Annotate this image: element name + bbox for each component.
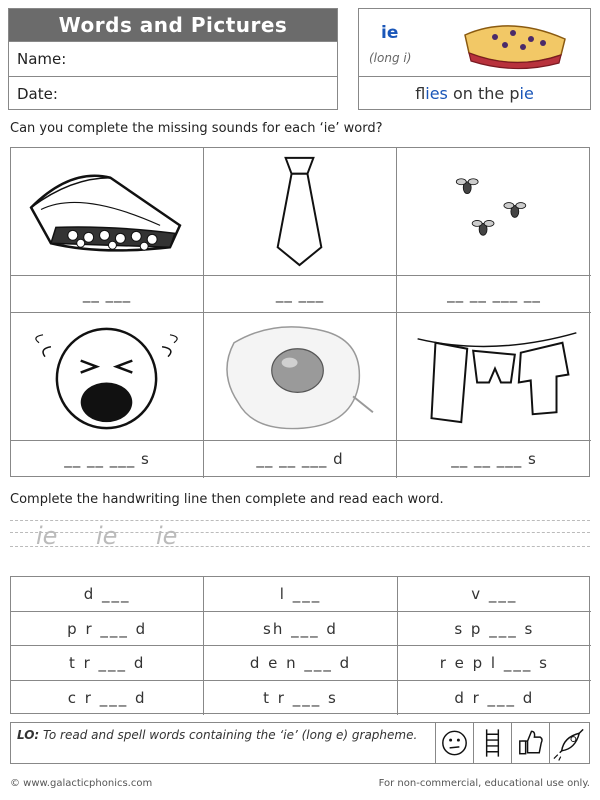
answer-blank[interactable]: __ __ ___ __	[447, 285, 541, 303]
word-cell[interactable]: r e p l ___ s	[398, 646, 591, 681]
lo-text: LO: To read and spell words containing the ‘ie’ (long e) grapheme.	[17, 728, 418, 742]
word-cell[interactable]: t r ___ s	[204, 681, 397, 716]
trace-letters: ie	[156, 522, 178, 550]
word-cell[interactable]: d r ___ d	[454, 688, 535, 707]
answer-blank[interactable]: __ __ ___ s	[64, 450, 150, 468]
sound-label: ie	[381, 23, 399, 43]
ladder-icon[interactable]	[473, 723, 511, 763]
word-cell[interactable]: s p ___ s	[398, 612, 591, 647]
flies-icon	[397, 148, 591, 276]
footer-usage-note: For non-commercial, educational use only.	[378, 778, 590, 789]
answer-blank[interactable]: __ __ ___ s	[451, 450, 537, 468]
word-cell[interactable]: v ___	[398, 577, 591, 612]
fried-egg-icon	[204, 313, 397, 441]
picture-grid	[10, 147, 590, 477]
rocket-icon[interactable]	[549, 723, 589, 763]
word-cell[interactable]: c r ___ d	[11, 681, 204, 716]
trace-letters: ie	[96, 522, 118, 550]
name-field[interactable]: Name:	[9, 41, 337, 76]
sound-note: (long i)	[369, 51, 412, 65]
pictures-instruction: Can you complete the missing sounds for each ‘ie’ word?	[10, 121, 383, 136]
thumbs-up-icon[interactable]	[511, 723, 549, 763]
date-field[interactable]: Date:	[9, 76, 337, 111]
footer-website: © www.galacticphonics.com	[10, 778, 153, 789]
crying-face-icon	[11, 313, 204, 441]
worksheet-title: Words and Pictures	[9, 9, 337, 41]
word-cell[interactable]: t r ___ d	[11, 646, 204, 681]
word-cell[interactable]: p r ___ d	[11, 612, 204, 647]
sound-card	[358, 8, 591, 110]
answer-cell-5	[204, 441, 397, 478]
answer-blank[interactable]: __ ___	[275, 285, 325, 303]
tie-icon	[204, 148, 397, 276]
title-box	[8, 8, 338, 110]
sound-card-top	[359, 9, 590, 76]
handwriting-line[interactable]	[10, 518, 590, 554]
trace-letters: ie	[36, 522, 58, 550]
answer-cell-2	[204, 276, 397, 313]
sound-phrase: flies on the pie	[359, 76, 590, 111]
word-table	[10, 576, 590, 714]
hw-top-line	[10, 520, 590, 521]
answer-cell-4	[11, 441, 204, 478]
washing-line-icon	[397, 313, 591, 441]
answer-cell-1	[11, 276, 204, 313]
handwriting-instruction: Complete the handwriting line then complete and read each word.	[10, 492, 444, 507]
pie-slice-icon	[11, 148, 204, 276]
answer-blank[interactable]: __ ___	[82, 285, 132, 303]
pie-icon	[455, 13, 575, 73]
word-cell[interactable]: d ___	[11, 577, 204, 612]
answer-blank[interactable]: __ __ ___ d	[256, 450, 344, 468]
learning-objective	[10, 722, 590, 764]
word-cell[interactable]: l ___	[204, 577, 397, 612]
answer-cell-3	[397, 276, 591, 313]
answer-cell-6	[397, 441, 591, 478]
word-cell[interactable]: d e n ___ d	[204, 646, 397, 681]
thinking-face-icon[interactable]	[435, 723, 473, 763]
word-cell[interactable]: sh ___ d	[204, 612, 397, 647]
